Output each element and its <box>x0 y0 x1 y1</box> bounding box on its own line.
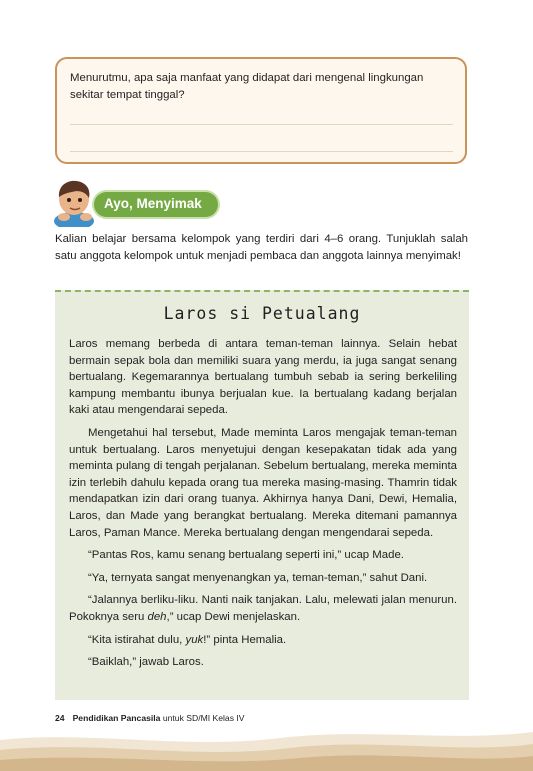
instruction-text: Kalian belajar bersama kelompok yang terdiri dari 4–6 orang. Tunjuklah salah satu anggota kelompok untuk menjadi pembaca dan anggota lainnya menyimak! <box>55 233 468 262</box>
book-subtitle: untuk SD/MI Kelas IV <box>160 713 245 723</box>
section-banner-label: Ayo, Menyimak <box>104 196 202 211</box>
footer-wave-decoration <box>0 722 533 771</box>
section-banner <box>94 192 218 217</box>
answer-line <box>70 124 453 125</box>
question-box <box>55 57 467 164</box>
story-paragraph <box>69 632 457 649</box>
story-emphasis: yuk <box>185 633 204 646</box>
story-paragraph: Laros memang berbeda di antara teman-teman lainnya. Selain hebat bermain sepak bola dan memiliki suara yang merdu, ia juga sangat senang bertualang. Kegemarannya bertualang tumbuh sebab ia sering berkeliling kampung membantu ibunya berjualan kue. Ia bertualang kadang berjalan kaki atau mengendarai sepeda. <box>69 338 457 417</box>
question-text: Menurutmu, apa saja manfaat yang didapat dari mengenal lingkungan sekitar tempat tinggal? <box>70 72 424 101</box>
boy-avatar-icon <box>50 177 102 227</box>
story-paragraph <box>69 592 457 625</box>
story-text: “Kita istirahat dulu, <box>88 633 186 646</box>
story-paragraph: “Ya, ternyata sangat menyenangkan ya, teman-teman,” sahut Dani. <box>88 571 428 584</box>
story-text: !” pinta Hemalia. <box>203 633 287 646</box>
story-paragraph: “Baiklah,” jawab Laros. <box>88 656 204 669</box>
book-title: Pendidikan Pancasila <box>72 713 161 723</box>
story-paragraph: “Pantas Ros, kamu senang bertualang seperti ini,” ucap Made. <box>88 549 404 562</box>
story-paragraph: Mengetahui hal tersebut, Made meminta Laros mengajak teman-teman untuk bertualang. Laros menyetujui dengan kesepakatan tidak ada yang meminta pulang di tengah perjalanan. Sebelum bertualang, mereka meminta izin terlebih dahulu kepada orang tua mereka masing-masing. Thamrin tidak mendapatkan izin dari orang tuanya. Akhirnya hanya Dani, Dewi, Hemalia, Laros, dan Made yang berangkat bertualang. Mereka ditemani pamannya Laros, Paman Mance. Mereka bertualang dengan mengendarai sepeda. <box>69 426 457 539</box>
answer-line <box>70 151 453 152</box>
story-title: Laros si Petualang <box>163 304 361 323</box>
story-box <box>55 290 469 700</box>
story-text: “Jalannya berliku-liku. Nanti naik tanjakan. Lalu, melewati jalan menurun. Pokoknya seru <box>69 594 457 623</box>
story-emphasis: deh <box>147 610 167 623</box>
story-body <box>69 336 457 677</box>
story-text: ,” ucap Dewi menjelaskan. <box>166 610 301 623</box>
page-number: 24 <box>55 713 65 723</box>
